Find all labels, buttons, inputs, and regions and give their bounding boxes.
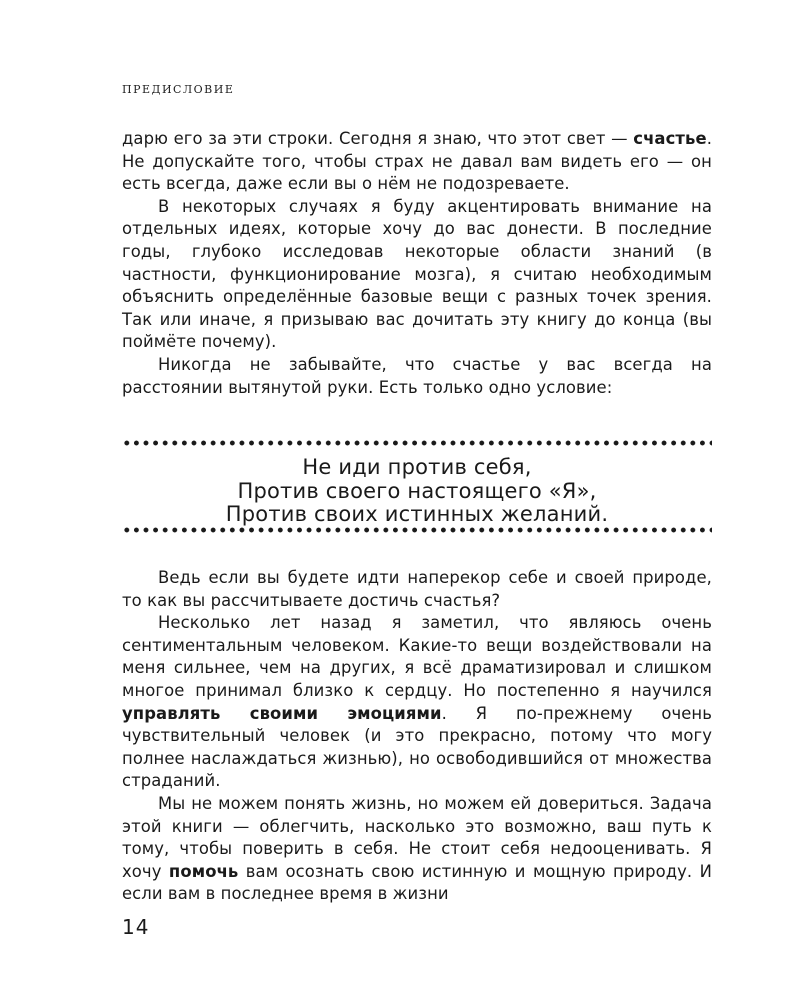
bold-phrase: помочь xyxy=(168,861,239,881)
text-section-2 xyxy=(122,567,712,906)
paragraph: Никогда не забывайте, что счастье у вас всегда на расстоянии вытянутой руки. Есть только одно условие: xyxy=(122,354,712,397)
paragraph-text: Несколько лет назад я заметил, что являюсь очень сентиментальным человеком. Какие-то вещи воздействовали на меня сильнее, чем на других, я всё драматизировал и слишком многое принимал близко к сердцу. Но постепенно я научился xyxy=(122,613,712,700)
paragraph-text: . Не допускайте того, чтобы страх не давал вам видеть его — он есть всегда, даже если вы о нём не подозреваете. xyxy=(122,129,712,194)
quote-line: Против своих истинных желаний. xyxy=(225,502,609,526)
paragraph-text: Мы не можем понять жизнь, но можем ей довериться. Задача этой книги — облегчить, насколько это возможно, ваш путь к тому, чтобы поверить в себя. Не стоит себя недооценивать. Я хочу xyxy=(122,793,712,881)
running-head: ПРЕДИСЛОВИЕ xyxy=(122,83,235,96)
dotted-divider-top xyxy=(122,440,712,446)
paragraph-text: вам осознать свою истинную и мощную природу. И если вам в последнее время в жизни xyxy=(122,861,712,904)
paragraph xyxy=(122,128,712,196)
text-section-1 xyxy=(122,128,712,399)
paragraph-text: . Я по-прежнему очень чувствительный человек (и это прекрасно, потому что могу полнее наслаждаться жизнью), но освободившийся от множества страданий. xyxy=(122,703,713,791)
quote-line: Не иди против себя, xyxy=(302,455,532,479)
highlighted-quote xyxy=(122,456,712,527)
paragraph xyxy=(122,793,712,906)
bold-phrase: счастье xyxy=(633,129,707,148)
paragraph: Ведь если вы будете идти наперекор себе и своей природе, то как вы рассчитываете достичь счастья? xyxy=(122,568,712,610)
bold-phrase: управлять своими эмоциями xyxy=(122,703,442,723)
paragraph-text: дарю его за эти строки. Сегодня я знаю, что этот свет — xyxy=(122,129,634,148)
paragraph: В некоторых случаях я буду акцентировать внимание на отдельных идеях, которые хочу до вас донести. В последние годы, глубоко исследовав некоторые области знаний (в частности, функционирование мозга), я считаю необходимым объяснить определённые базовые вещи с разных точек зрения. Так или иначе, я призываю вас дочитать эту книгу до конца (вы поймёте почему). xyxy=(122,196,712,352)
page-number: 14 xyxy=(122,915,150,939)
quote-line: Против своего настоящего «Я», xyxy=(237,478,597,503)
paragraph xyxy=(122,612,712,793)
dotted-divider-bottom xyxy=(122,527,712,533)
